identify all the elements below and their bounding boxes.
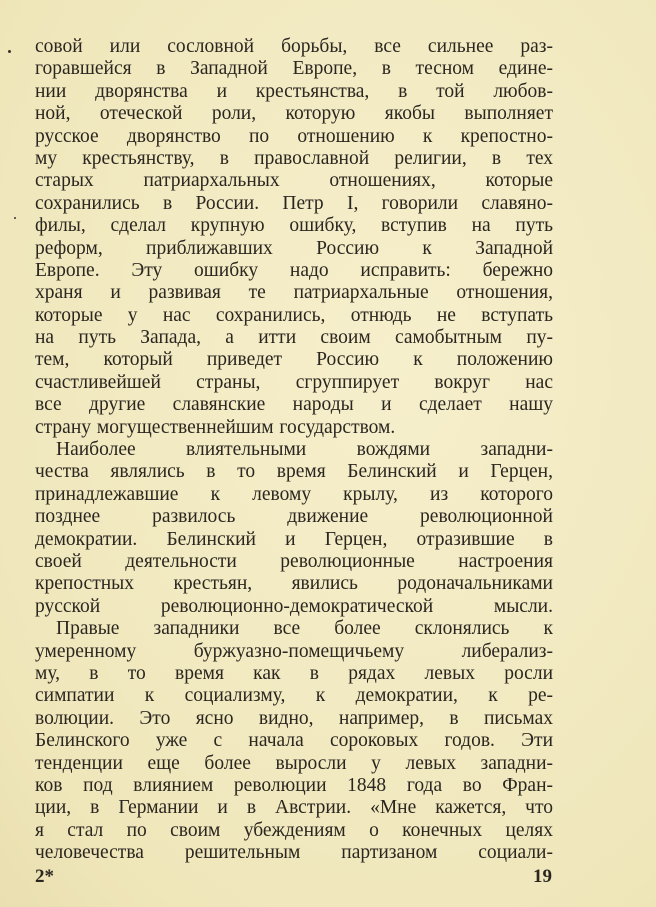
scan-speck bbox=[8, 50, 11, 53]
text-line: Белинского уже с начала сороковых годов. Эти bbox=[35, 730, 553, 752]
page-body-text bbox=[35, 36, 553, 864]
text-line: чества являлись в то время Белинский и Герцен, bbox=[35, 461, 553, 483]
text-line: на путь Запада, а итти своим самобытным пу- bbox=[35, 327, 553, 349]
text-line: реформ, приближавших Россию к Западной bbox=[35, 237, 553, 259]
text-line: счастливейшей страны, сгруппирует вокруг нас bbox=[35, 371, 553, 393]
scan-speck bbox=[14, 217, 16, 219]
text-line: ции, в Германии и в Австрии. «Мне кажется, что bbox=[35, 797, 553, 819]
text-line: которые у нас сохранились, отнюдь не вступать bbox=[35, 304, 553, 326]
paragraph-last-line: страну могущественнейшим государством. bbox=[35, 416, 396, 438]
paragraph-first-line: Наиболее влиятельными вождями западни- bbox=[56, 439, 553, 461]
text-line: волюции. Это ясно видно, например, в письмах bbox=[35, 707, 553, 729]
paragraph-last-line: русской революционно-демократической мысли. bbox=[35, 595, 553, 617]
text-line: Европе. Эту ошибку надо исправить: бережно bbox=[35, 259, 553, 281]
text-line: филы, сделал крупную ошибку, вступив на путь bbox=[35, 215, 553, 237]
text-line: му, в то время как в рядах левых росли bbox=[35, 662, 553, 684]
text-line: тем, который приведет Россию к положению bbox=[35, 349, 553, 371]
text-line: крепостных крестьян, явились родоначальниками bbox=[35, 573, 553, 595]
text-line: храня и развивая те патриархальные отношения, bbox=[35, 282, 553, 304]
text-line: русское дворянство по отношению к крепостно- bbox=[35, 125, 553, 147]
paragraph-first-line: Правые западники все более склонялись к bbox=[56, 618, 553, 640]
text-line: своей деятельности революционные настроения bbox=[35, 550, 553, 572]
page-number: 19 bbox=[533, 866, 552, 887]
text-line: ной, отеческой роли, которую якобы выполняет bbox=[35, 103, 553, 125]
text-line: умеренному буржуазно-помещичьему либерализ- bbox=[35, 640, 553, 662]
text-line: му крестьянству, в православной религии, в тех bbox=[35, 147, 553, 169]
text-line: все другие славянские народы и сделает нашу bbox=[35, 394, 553, 416]
text-line: горавшейся в Западной Европе, в тесном едине- bbox=[35, 58, 553, 80]
text-line: нии дворянства и крестьянства, в той любов- bbox=[35, 80, 553, 102]
text-line: совой или сословной борьбы, все сильнее раз- bbox=[35, 36, 553, 57]
text-line: тенденции еще более выросли у левых западни- bbox=[35, 752, 553, 774]
text-line: старых патриархальных отношениях, которые bbox=[35, 170, 553, 192]
text-line: человечества решительным партизаном социали- bbox=[35, 842, 553, 864]
text-line: позднее развилось движение революционной bbox=[35, 506, 553, 528]
text-line: сохранились в России. Петр I, говорили славяно- bbox=[35, 192, 553, 214]
text-line: принадлежавшие к левому крылу, из которого bbox=[35, 483, 553, 505]
text-line: демократии. Белинский и Герцен, отразившие в bbox=[35, 528, 553, 550]
text-line: я стал по своим убеждениям о конечных целях bbox=[35, 819, 553, 841]
signature-mark: 2* bbox=[35, 866, 54, 887]
text-line: симпатии к социализму, к демократии, к ре- bbox=[35, 685, 553, 707]
text-line: ков под влиянием революции 1848 года во Фран- bbox=[35, 774, 553, 796]
